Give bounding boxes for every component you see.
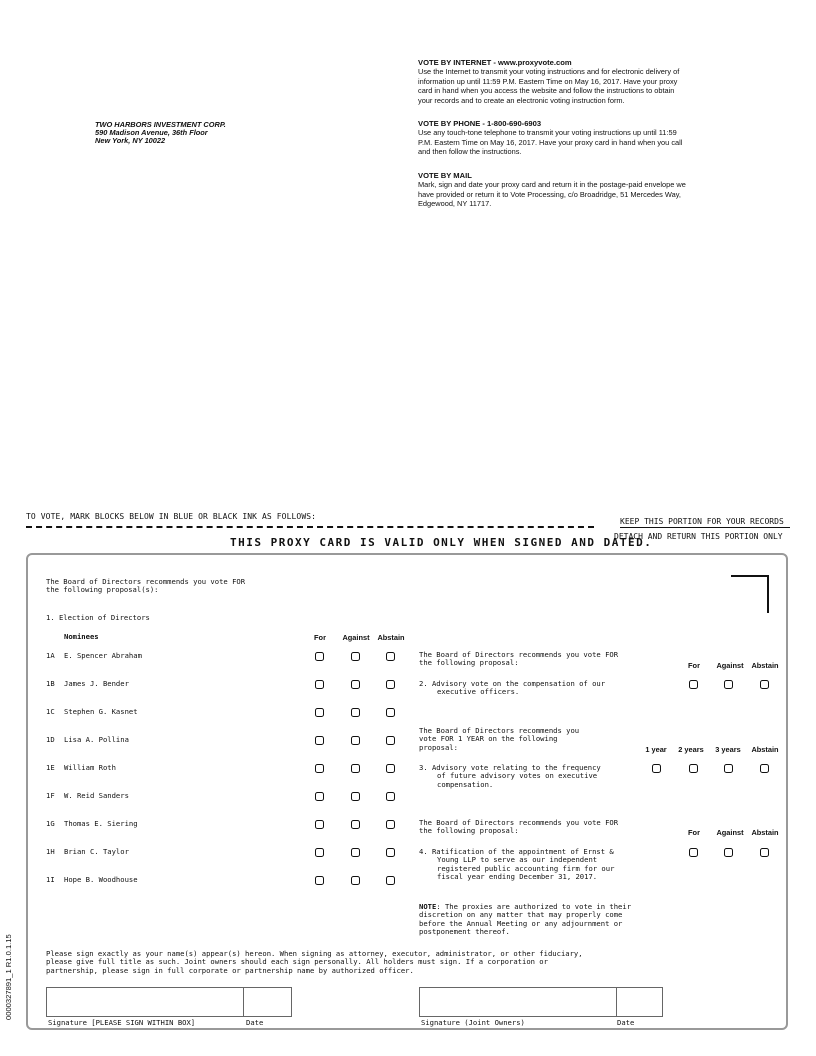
proposal-line: of future advisory votes on executive xyxy=(437,771,598,781)
checkbox-1e-abstain[interactable] xyxy=(386,764,395,773)
keep-portion-label: KEEP THIS PORTION FOR YOUR RECORDS xyxy=(620,517,784,526)
vote-mail-line: Mark, sign and date your proxy card and return it in the postage-paid envelope we xyxy=(418,180,686,190)
date-label: Date xyxy=(246,1018,264,1027)
recommend-line: The Board of Directors recommends you vote FOR xyxy=(419,650,619,659)
checkbox-p3-2-years[interactable] xyxy=(689,764,698,773)
mark-instruction: TO VOTE, MARK BLOCKS BELOW IN BLUE OR BLACK INK AS FOLLOWS: xyxy=(26,512,317,521)
proposal-line: registered public accounting firm for our xyxy=(437,863,615,873)
recommend-line: proposal: xyxy=(419,742,458,752)
recommend-line: vote FOR 1 YEAR on the following xyxy=(419,734,558,744)
proposal-line: 4. Ratification of the appointment of Ernst & xyxy=(419,847,614,856)
nominee-code: 1F xyxy=(46,791,55,800)
nominee-name: Brian C. Taylor xyxy=(64,847,129,856)
recommend-line: The Board of Directors recommends you vote FOR xyxy=(419,818,619,827)
nominee-code: 1E xyxy=(46,763,55,772)
note-line: discretion on any matter that may properly come xyxy=(419,910,623,920)
checkbox-1a-abstain[interactable] xyxy=(386,652,395,661)
checkbox-p2-for[interactable] xyxy=(689,680,698,689)
col-for: For xyxy=(688,661,700,670)
signature-label: Signature [PLEASE SIGN WITHIN BOX] xyxy=(48,1018,196,1027)
col-against: Against xyxy=(716,828,744,837)
col-abstain: Abstain xyxy=(751,661,779,670)
side-code: 0000327891_1 R1.0.1.15 xyxy=(4,934,13,1020)
col-for: For xyxy=(688,828,700,837)
nominee-code: 1B xyxy=(46,679,55,688)
proposal-3-recommendation xyxy=(419,727,579,752)
keep-underline xyxy=(620,527,790,528)
checkbox-p3-1-year[interactable] xyxy=(652,764,661,773)
nominee-name: Thomas E. Siering xyxy=(64,819,138,828)
corner-mark xyxy=(731,575,768,577)
proposal-line: 3. Advisory vote relating to the frequency xyxy=(419,763,601,772)
vote-internet-line: card in hand when you access the website and follow the instructions to obtain xyxy=(418,86,675,96)
checkbox-1g-for[interactable] xyxy=(315,820,324,829)
note-line: : The proxies are authorized to vote in their xyxy=(436,902,632,911)
checkbox-1h-for[interactable] xyxy=(315,848,324,857)
valid-notice: THIS PROXY CARD IS VALID ONLY WHEN SIGNED AND DATED. xyxy=(230,536,653,549)
checkbox-1e-against[interactable] xyxy=(351,764,360,773)
vote-internet-line: Use the Internet to transmit your voting instructions and for electronic delivery of xyxy=(418,67,680,77)
recommend-heading xyxy=(46,578,245,595)
nominee-name: E. Spencer Abraham xyxy=(64,651,142,660)
checkbox-1h-abstain[interactable] xyxy=(386,848,395,857)
proposal-2-recommendation xyxy=(419,651,618,668)
checkbox-1i-for[interactable] xyxy=(315,876,324,885)
checkbox-1i-against[interactable] xyxy=(351,876,360,885)
col-against: Against xyxy=(716,661,744,670)
col-abstain: Abstain xyxy=(377,633,405,642)
detach-dashed-line xyxy=(26,526,594,528)
signature-box[interactable] xyxy=(46,987,292,1017)
proposal-line: executive officers. xyxy=(437,687,520,697)
checkbox-1f-abstain[interactable] xyxy=(386,792,395,801)
signing-line: partnership, please sign in full corporate or partnership name by authorized officer. xyxy=(46,965,414,975)
col-2-years: 2 years xyxy=(678,745,704,754)
vote-internet-heading: VOTE BY INTERNET - www.proxyvote.com xyxy=(418,58,572,67)
vote-mail-heading: VOTE BY MAIL xyxy=(418,171,472,180)
checkbox-p2-abstain[interactable] xyxy=(760,680,769,689)
checkbox-1h-against[interactable] xyxy=(351,848,360,857)
checkbox-1a-against[interactable] xyxy=(351,652,360,661)
proposal-2-text xyxy=(419,680,605,697)
checkbox-1g-abstain[interactable] xyxy=(386,820,395,829)
proposal-line: compensation. xyxy=(437,779,494,789)
vote-mail-line: have provided or return it to Vote Processing, c/o Broadridge, 51 Mercedes Way, xyxy=(418,189,681,199)
nominee-name: Lisa A. Pollina xyxy=(64,735,129,744)
proposal-4-text xyxy=(419,848,614,882)
vote-by-internet xyxy=(418,58,738,105)
vote-phone-heading: VOTE BY PHONE - 1-800-690-6903 xyxy=(418,119,542,128)
nominee-code: 1G xyxy=(46,819,55,828)
vote-by-phone xyxy=(418,119,738,157)
nominee-name: James J. Bender xyxy=(64,679,129,688)
checkbox-1c-for[interactable] xyxy=(315,708,324,717)
checkbox-1a-for[interactable] xyxy=(315,652,324,661)
nominee-code: 1I xyxy=(46,875,55,884)
recommend-line: the following proposal(s): xyxy=(46,585,159,595)
sender-address xyxy=(95,121,226,145)
col-abstain: Abstain xyxy=(751,745,779,754)
recommend-line: The Board of Directors recommends you xyxy=(419,726,580,735)
signing-instructions xyxy=(46,950,583,975)
recommend-line: the following proposal: xyxy=(419,826,519,836)
detach-portion-label: DETACH AND RETURN THIS PORTION ONLY xyxy=(614,532,783,541)
checkbox-p4-for[interactable] xyxy=(689,848,698,857)
checkbox-p3-abstain[interactable] xyxy=(760,764,769,773)
col-against: Against xyxy=(342,633,370,642)
date-divider xyxy=(616,987,617,1017)
date-divider xyxy=(243,987,244,1017)
checkbox-1f-for[interactable] xyxy=(315,792,324,801)
note-line: before the Annual Meeting or any adjournment or xyxy=(419,918,623,928)
proposal-line: Young LLP to serve as our independent xyxy=(437,855,598,865)
proposal-3-text xyxy=(419,764,601,789)
signing-line: Please sign exactly as your name(s) appear(s) hereon. When signing as attorney, executor, administrator, or other fiduciary, xyxy=(46,949,583,958)
checkbox-1i-abstain[interactable] xyxy=(386,876,395,885)
nominee-name: Hope B. Woodhouse xyxy=(64,875,138,884)
corner-mark xyxy=(767,575,769,613)
nominee-name: William Roth xyxy=(64,763,116,772)
note-line: postponement thereof. xyxy=(419,927,510,937)
vote-phone-line: P.M. Eastern Time on May 16, 2017. Have your proxy card in hand when you call xyxy=(418,137,683,147)
col-3-years: 3 years xyxy=(715,745,741,754)
checkbox-1c-abstain[interactable] xyxy=(386,708,395,717)
col-for: For xyxy=(314,633,326,642)
proposal-line: fiscal year ending December 31, 2017. xyxy=(437,872,598,882)
date-label: Date xyxy=(617,1018,635,1027)
checkbox-p2-against[interactable] xyxy=(724,680,733,689)
vote-by-mail xyxy=(418,171,738,209)
checkbox-1c-against[interactable] xyxy=(351,708,360,717)
checkbox-p4-against[interactable] xyxy=(724,848,733,857)
proposal-4-recommendation xyxy=(419,819,618,836)
checkbox-1d-for[interactable] xyxy=(315,736,324,745)
checkbox-1d-abstain[interactable] xyxy=(386,736,395,745)
checkbox-1g-against[interactable] xyxy=(351,820,360,829)
note-label: NOTE xyxy=(419,902,437,911)
col-abstain: Abstain xyxy=(751,828,779,837)
vote-phone-line: Use any touch-tone telephone to transmit your voting instructions up until 11:59 xyxy=(418,128,677,138)
proposal-line: 2. Advisory vote on the compensation of our xyxy=(419,679,606,688)
checkbox-1b-against[interactable] xyxy=(351,680,360,689)
joint-signature-box[interactable] xyxy=(419,987,663,1017)
col-1-year: 1 year xyxy=(645,745,667,754)
sender-city: New York, NY 10022 xyxy=(95,136,166,145)
checkbox-1b-for[interactable] xyxy=(315,680,324,689)
checkbox-1b-abstain[interactable] xyxy=(386,680,395,689)
sender-street: 590 Madison Avenue, 36th Floor xyxy=(95,128,208,137)
checkbox-1e-for[interactable] xyxy=(315,764,324,773)
nominee-code: 1C xyxy=(46,707,55,716)
vote-internet-line: information up until 11:59 P.M. Eastern Time on May 16, 2017. Have your proxy xyxy=(418,76,678,86)
vote-phone-line: and then follow the instructions. xyxy=(418,147,522,157)
recommend-line: The Board of Directors recommends you vote FOR xyxy=(46,577,246,586)
vote-mail-line: Edgewood, NY 11717. xyxy=(418,199,492,209)
joint-signature-label: Signature (Joint Owners) xyxy=(421,1018,525,1027)
checkbox-1f-against[interactable] xyxy=(351,792,360,801)
nominee-name: W. Reid Sanders xyxy=(64,791,129,800)
recommend-line: the following proposal: xyxy=(419,658,519,668)
nominees-label: Nominees xyxy=(64,632,99,641)
item-1-label: 1. Election of Directors xyxy=(46,613,150,622)
nominee-code: 1D xyxy=(46,735,55,744)
nominee-code: 1H xyxy=(46,847,55,856)
nominee-name: Stephen G. Kasnet xyxy=(64,707,138,716)
checkbox-p3-3-years[interactable] xyxy=(724,764,733,773)
nominee-code: 1A xyxy=(46,651,55,660)
checkbox-1d-against[interactable] xyxy=(351,736,360,745)
vote-internet-line: your records and to create an electronic voting instruction form. xyxy=(418,95,625,105)
checkbox-p4-abstain[interactable] xyxy=(760,848,769,857)
sender-name: TWO HARBORS INVESTMENT CORP. xyxy=(95,120,226,129)
note xyxy=(419,903,631,937)
signing-line: please give full title as such. Joint owners should each sign personally. All holders must sign. If a corporation or xyxy=(46,957,548,967)
